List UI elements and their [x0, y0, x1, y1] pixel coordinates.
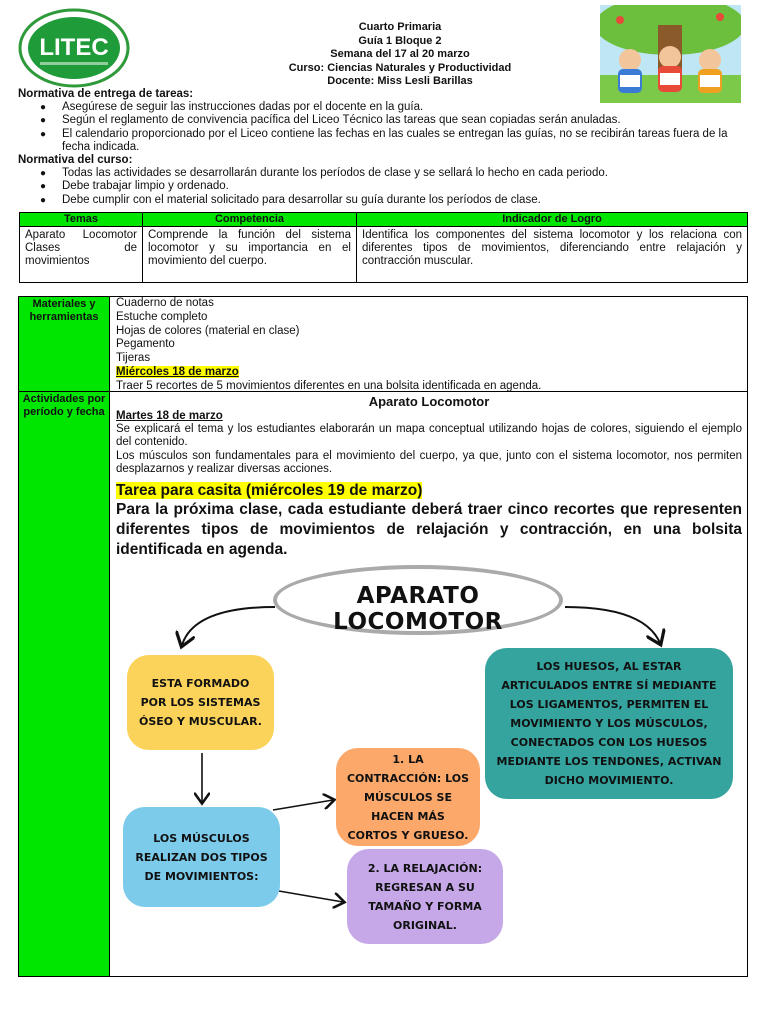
activities-content	[116, 394, 742, 560]
arrow-relajacion	[273, 890, 343, 902]
table-header: Indicador de Logro	[357, 213, 748, 227]
header-guide: Guía 1 Bloque 2	[358, 34, 442, 47]
activity-paragraph: Se explicará el tema y los estudiantes elaborarán un mapa conceptual utilizando hojas de colores, siguiendo el ejemplo del contenido.	[116, 423, 742, 449]
concept-map-title: APARATO LOCOMOTOR	[333, 583, 503, 635]
header-teacher: Docente: Miss Lesli Barillas	[327, 75, 473, 87]
header-week: Semana del 17 al 20 marzo	[330, 48, 470, 60]
temas-table	[19, 212, 748, 283]
table-header: Competencia	[143, 213, 357, 227]
normativa-entrega-list	[18, 101, 748, 154]
svg-text:LITEC: LITEC	[39, 34, 109, 61]
list-item: Tijeras	[116, 352, 151, 365]
arrow-contraccion	[273, 800, 333, 810]
header-course: Curso: Ciencias Naturales y Productividad	[288, 61, 512, 74]
normativa-curso-list	[18, 167, 748, 207]
header-grade: Cuarto Primaria	[358, 21, 442, 33]
normativa-entrega-title: Normativa de entrega de tareas:	[18, 88, 194, 100]
activity-paragraph: Los músculos son fundamentales para el movimiento del cuerpo, ya que, junto con el sistema locomotor, nos permiten desplazarnos y realizar diversas acciones.	[116, 449, 742, 475]
list-item: ● Asegúrese de seguir las instrucciones dadas por el docente en la guía.	[40, 101, 424, 114]
materials-date: Miércoles 18 de marzo	[116, 365, 239, 378]
activity-title: Aparato Locomotor	[368, 394, 490, 409]
list-item: Estuche completo	[116, 310, 208, 323]
table-row	[20, 227, 748, 283]
header-info	[200, 21, 600, 89]
table-cell: Aparato Locomotor Clases de movimientos	[20, 227, 143, 283]
list-item: ● Debe trabajar limpio y ordenado.	[40, 180, 229, 193]
arrow-left	[182, 607, 275, 645]
litec-logo	[18, 8, 130, 88]
list-item: Cuaderno de notas	[116, 297, 214, 309]
normativas	[18, 88, 748, 207]
concept-map	[110, 565, 746, 975]
box-contraction: 1. LA CONTRACCIÓN: LOS MÚSCULOS SE HACEN MÁS CORTOS Y GRUESO.	[336, 748, 480, 846]
box-relaxation: 2. LA RELAJACIÓN: REGRESAN A SU TAMAÑO Y FORMA ORIGINAL.	[347, 849, 503, 944]
list-item: ● El calendario proporcionado por el Liceo contiene las fechas en las cuales se entregan las guías, no se recibirán tareas fuera de la fecha indicada.	[40, 127, 728, 153]
arrow-right	[565, 607, 660, 643]
materials-list	[116, 297, 746, 394]
table-header-row	[20, 213, 748, 227]
box-bones: LOS HUESOS, AL ESTAR ARTICULADOS ENTRE SÍ MEDIANTE LOS LIGAMENTOS, PERMITEN EL MOVIMIENTO Y LOS MÚSCULOS, CONECTADOS CON LOS HUESOS MEDIANTE LOS TENDONES, ACTIVAN DICHO MOVIMIENTO.	[485, 648, 733, 799]
list-item: ● Todas las actividades se desarrollarán durante los períodos de clase y se sellará lo hecho en cada periodo.	[40, 167, 608, 180]
list-item: ● Según el reglamento de convivencia pacífica del Liceo Técnico las tareas que sean copiadas serán anuladas.	[40, 114, 621, 127]
activity-date: Martes 18 de marzo	[116, 410, 223, 422]
table-cell: Comprende la función del sistema locomotor y su importancia en el movimiento del cuerpo.	[143, 227, 357, 283]
list-item: Hojas de colores (material en clase)	[116, 324, 300, 337]
box-composition: ESTA FORMADO POR LOS SISTEMAS ÓSEO Y MUSCULAR.	[127, 655, 274, 750]
list-item: ● Debe cumplir con el material solicitado para desarrollar su guía durante los períodos de clase.	[40, 193, 541, 206]
box-muscle-movements: LOS MÚSCULOS REALIZAN DOS TIPOS DE MOVIMIENTOS:	[123, 807, 280, 907]
list-item: Pegamento	[116, 338, 175, 351]
normativa-curso-title: Normativa del curso:	[18, 154, 133, 167]
materials-note: Traer 5 recortes de 5 movimientos diferentes en una bolsita identificada en agenda.	[116, 379, 542, 392]
table-header: Temas	[20, 213, 143, 227]
tarea-title: Tarea para casita (miércoles 19 de marzo)	[116, 482, 423, 500]
activities-label: Actividades por período y fecha	[22, 393, 106, 418]
tarea-body: Para la próxima clase, cada estudiante deberá traer cinco recortes que representen diferentes tipos de movimientos de relajación y contracción, en una bolsita identificada en agenda.	[116, 501, 742, 559]
materials-label: Materiales y herramientas	[29, 298, 99, 323]
table-cell: Identifica los componentes del sistema locomotor y los relaciona con diferentes tipos de movimientos, diferenciando entre relajación y contracción muscular.	[357, 227, 748, 283]
